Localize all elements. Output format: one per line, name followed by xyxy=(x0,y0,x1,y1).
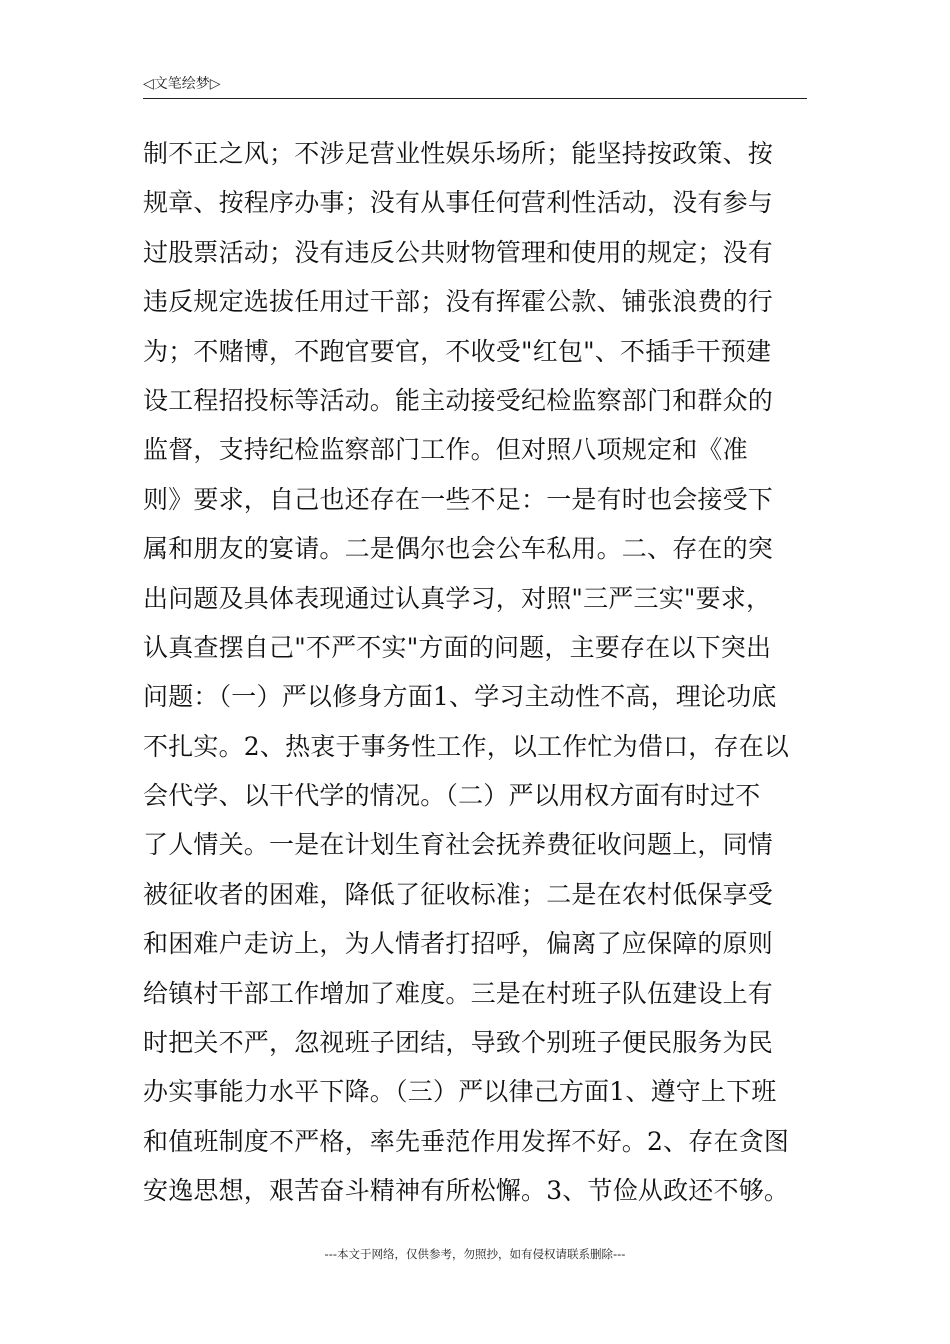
body-line: 违反规定选拔任用过干部；没有挥霍公款、铺张浪费的行 xyxy=(143,287,774,317)
body-line: 则》要求，自己也还存在一些不足：一是有时也会接受下 xyxy=(143,484,774,514)
body-line: 安逸思想，艰苦奋斗精神有所松懈。3、节俭从政还不够。 xyxy=(143,1176,790,1206)
body-line: 办实事能力水平下降。（三）严以律己方面1、遵守上下班 xyxy=(143,1077,777,1107)
body-line: 被征收者的困难，降低了征收标准；二是在农村低保享受 xyxy=(143,879,774,909)
body-line: 时把关不严，忽视班子团结，导致个别班子便民服务为民 xyxy=(143,1028,774,1058)
body-line: 设工程招投标等活动。能主动接受纪检监察部门和群众的 xyxy=(143,385,774,415)
body-line: 监督，支持纪检监察部门工作。但对照八项规定和《准 xyxy=(143,435,748,465)
body-line: 制不正之风；不涉足营业性娱乐场所；能坚持按政策、按 xyxy=(143,139,774,168)
body-line: 出问题及具体表现通过认真学习，对照"三严三实"要求， xyxy=(143,583,772,613)
body-line: 和困难户走访上，为人情者打招呼，偏离了应保障的原则 xyxy=(143,929,774,959)
document-body xyxy=(143,129,833,1216)
body-line: 了人情关。一是在计划生育社会抚养费征收问题上，同情 xyxy=(143,830,774,860)
body-line: 认真查摆自己"不严不实"方面的问题，主要存在以下突出 xyxy=(143,632,772,662)
body-line: 和值班制度不严格，率先垂范作用发挥不好。2、存在贪图 xyxy=(143,1126,790,1156)
body-line: 会代学、以干代学的情况。（二）严以用权方面有时过不 xyxy=(143,781,761,811)
body-line: 规章、按程序办事；没有从事任何营利性活动，没有参与 xyxy=(143,188,774,218)
page-header xyxy=(143,74,807,99)
body-line: 给镇村干部工作增加了难度。三是在村班子队伍建设上有 xyxy=(143,978,774,1008)
body-line: 属和朋友的宴请。二是偶尔也会公车私用。二、存在的突 xyxy=(143,534,774,564)
body-line: 问题：（一）严以修身方面1、学习主动性不高，理论功底 xyxy=(143,682,777,712)
body-line: 不扎实。2、热衷于事务性工作，以工作忙为借口，存在以 xyxy=(143,731,790,761)
page-footer: ---本文于网络，仅供参考，勿照抄，如有侵权请联系删除--- xyxy=(324,1247,626,1261)
body-line: 过股票活动；没有违反公共财物管理和使用的规定；没有 xyxy=(143,237,774,267)
body-line: 为；不赌博，不跑官要官，不收受"红包"、不插手干预建 xyxy=(143,336,772,366)
header-title: ◁文笔绘梦▷ xyxy=(143,76,221,92)
